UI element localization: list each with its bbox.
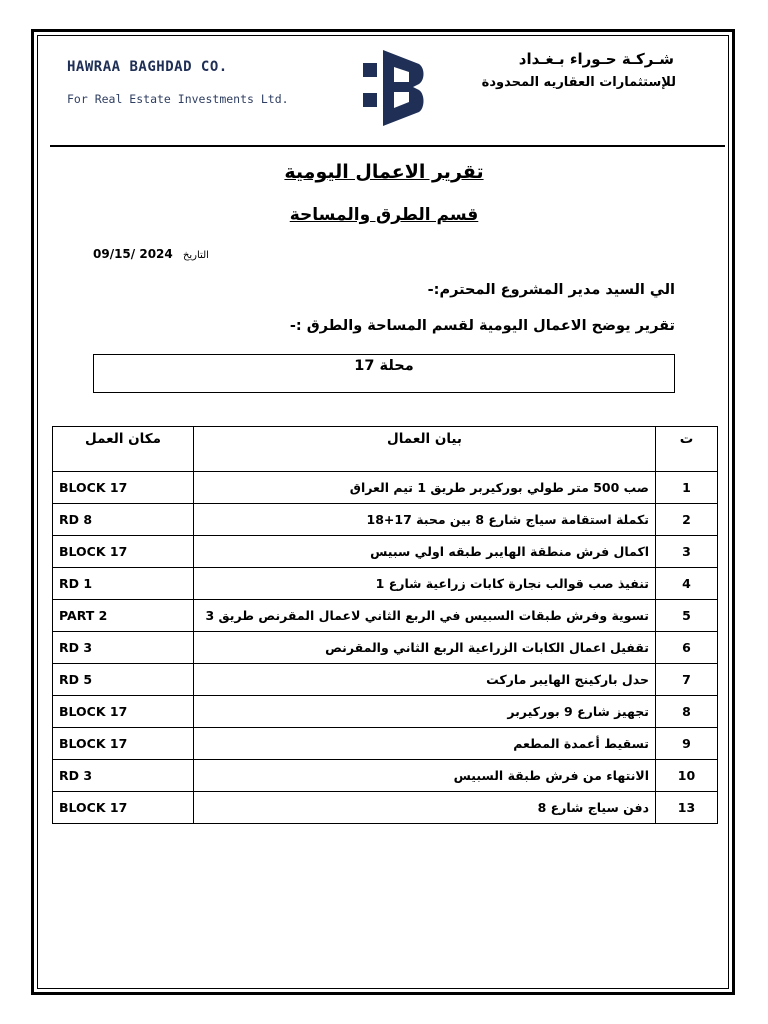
table-row <box>53 792 718 824</box>
row-location: BLOCK 17 <box>53 696 194 728</box>
row-number: 4 <box>656 568 718 600</box>
row-location: BLOCK 17 <box>53 472 194 504</box>
works-table <box>52 426 718 824</box>
report-date <box>93 247 209 261</box>
row-location: BLOCK 17 <box>53 792 194 824</box>
department-title: قسم الطرق والمساحة <box>289 205 479 225</box>
row-description: دفن سياج شارع 8 <box>194 792 656 824</box>
row-number: 8 <box>656 696 718 728</box>
table-row <box>53 504 718 536</box>
row-location: BLOCK 17 <box>53 728 194 760</box>
table-header-row <box>53 427 718 472</box>
company-name-arabic: شـركـة حـوراء بـغـداد <box>518 50 674 68</box>
row-description: تجهيز شارع 9 بوركيربر <box>194 696 656 728</box>
table-row <box>53 472 718 504</box>
row-number: 6 <box>656 632 718 664</box>
row-description: تنفيذ صب قوالب نجارة كابات زراعية شارع 1 <box>194 568 656 600</box>
row-location: RD 3 <box>53 760 194 792</box>
company-name-english: HAWRAA BAGHDAD CO. <box>67 59 228 75</box>
row-description: تسقيط أعمدة المطعم <box>194 728 656 760</box>
row-location: RD 1 <box>53 568 194 600</box>
row-number: 9 <box>656 728 718 760</box>
row-location: PART 2 <box>53 600 194 632</box>
row-location: RD 8 <box>53 504 194 536</box>
report-title: تقرير الاعمال اليومية <box>284 161 484 183</box>
table-row <box>53 760 718 792</box>
table-body <box>53 472 718 824</box>
table-row <box>53 632 718 664</box>
addressee-line: الي السيد مدير المشروع المحترم:- <box>427 282 675 298</box>
date-value: 2024 /09/15 <box>93 247 173 261</box>
company-subtitle-english: For Real Estate Investments Ltd. <box>67 92 289 106</box>
intro-line: تقرير يوضح الاعمال اليومية لقسم المساحة والطرق :- <box>289 318 675 334</box>
row-number: 13 <box>656 792 718 824</box>
header-num: ت <box>656 427 718 472</box>
row-location: RD 3 <box>53 632 194 664</box>
table-row <box>53 664 718 696</box>
row-description: تكملة استقامة سياج شارع 8 بين محبة 17+18 <box>194 504 656 536</box>
header-divider <box>50 145 725 147</box>
row-location: RD 5 <box>53 664 194 696</box>
row-number: 10 <box>656 760 718 792</box>
row-description: تسوية وفرش طبقات السبيس في الربع الثاني لاعمال المقرنص طريق 3 <box>194 600 656 632</box>
header-location: مكان العمل <box>53 427 194 472</box>
row-description: تقفيل اعمال الكابات الزراعية الربع الثاني والمقرنص <box>194 632 656 664</box>
row-number: 1 <box>656 472 718 504</box>
row-description: الانتهاء من فرش طبقة السبيس <box>194 760 656 792</box>
row-number: 5 <box>656 600 718 632</box>
location-box <box>93 354 675 393</box>
table-row <box>53 600 718 632</box>
header-description: بيان العمال <box>194 427 656 472</box>
table-row <box>53 728 718 760</box>
date-label: التاريخ <box>182 250 209 261</box>
company-subtitle-arabic: للإستثمارات العقاريه المحدودة <box>481 75 676 90</box>
table-row <box>53 696 718 728</box>
table-row <box>53 568 718 600</box>
row-number: 3 <box>656 536 718 568</box>
row-number: 7 <box>656 664 718 696</box>
row-description: حدل باركينج الهايبر ماركت <box>194 664 656 696</box>
row-location: BLOCK 17 <box>53 536 194 568</box>
location-label: محلة 17 <box>354 358 414 374</box>
row-description: اكمال فرش منطقة الهايبر طبقه اولي سبيس <box>194 536 656 568</box>
table-row <box>53 536 718 568</box>
company-logo <box>361 46 427 128</box>
row-description: صب 500 متر طولي بوركيربر طريق 1 تيم العراق <box>194 472 656 504</box>
row-number: 2 <box>656 504 718 536</box>
